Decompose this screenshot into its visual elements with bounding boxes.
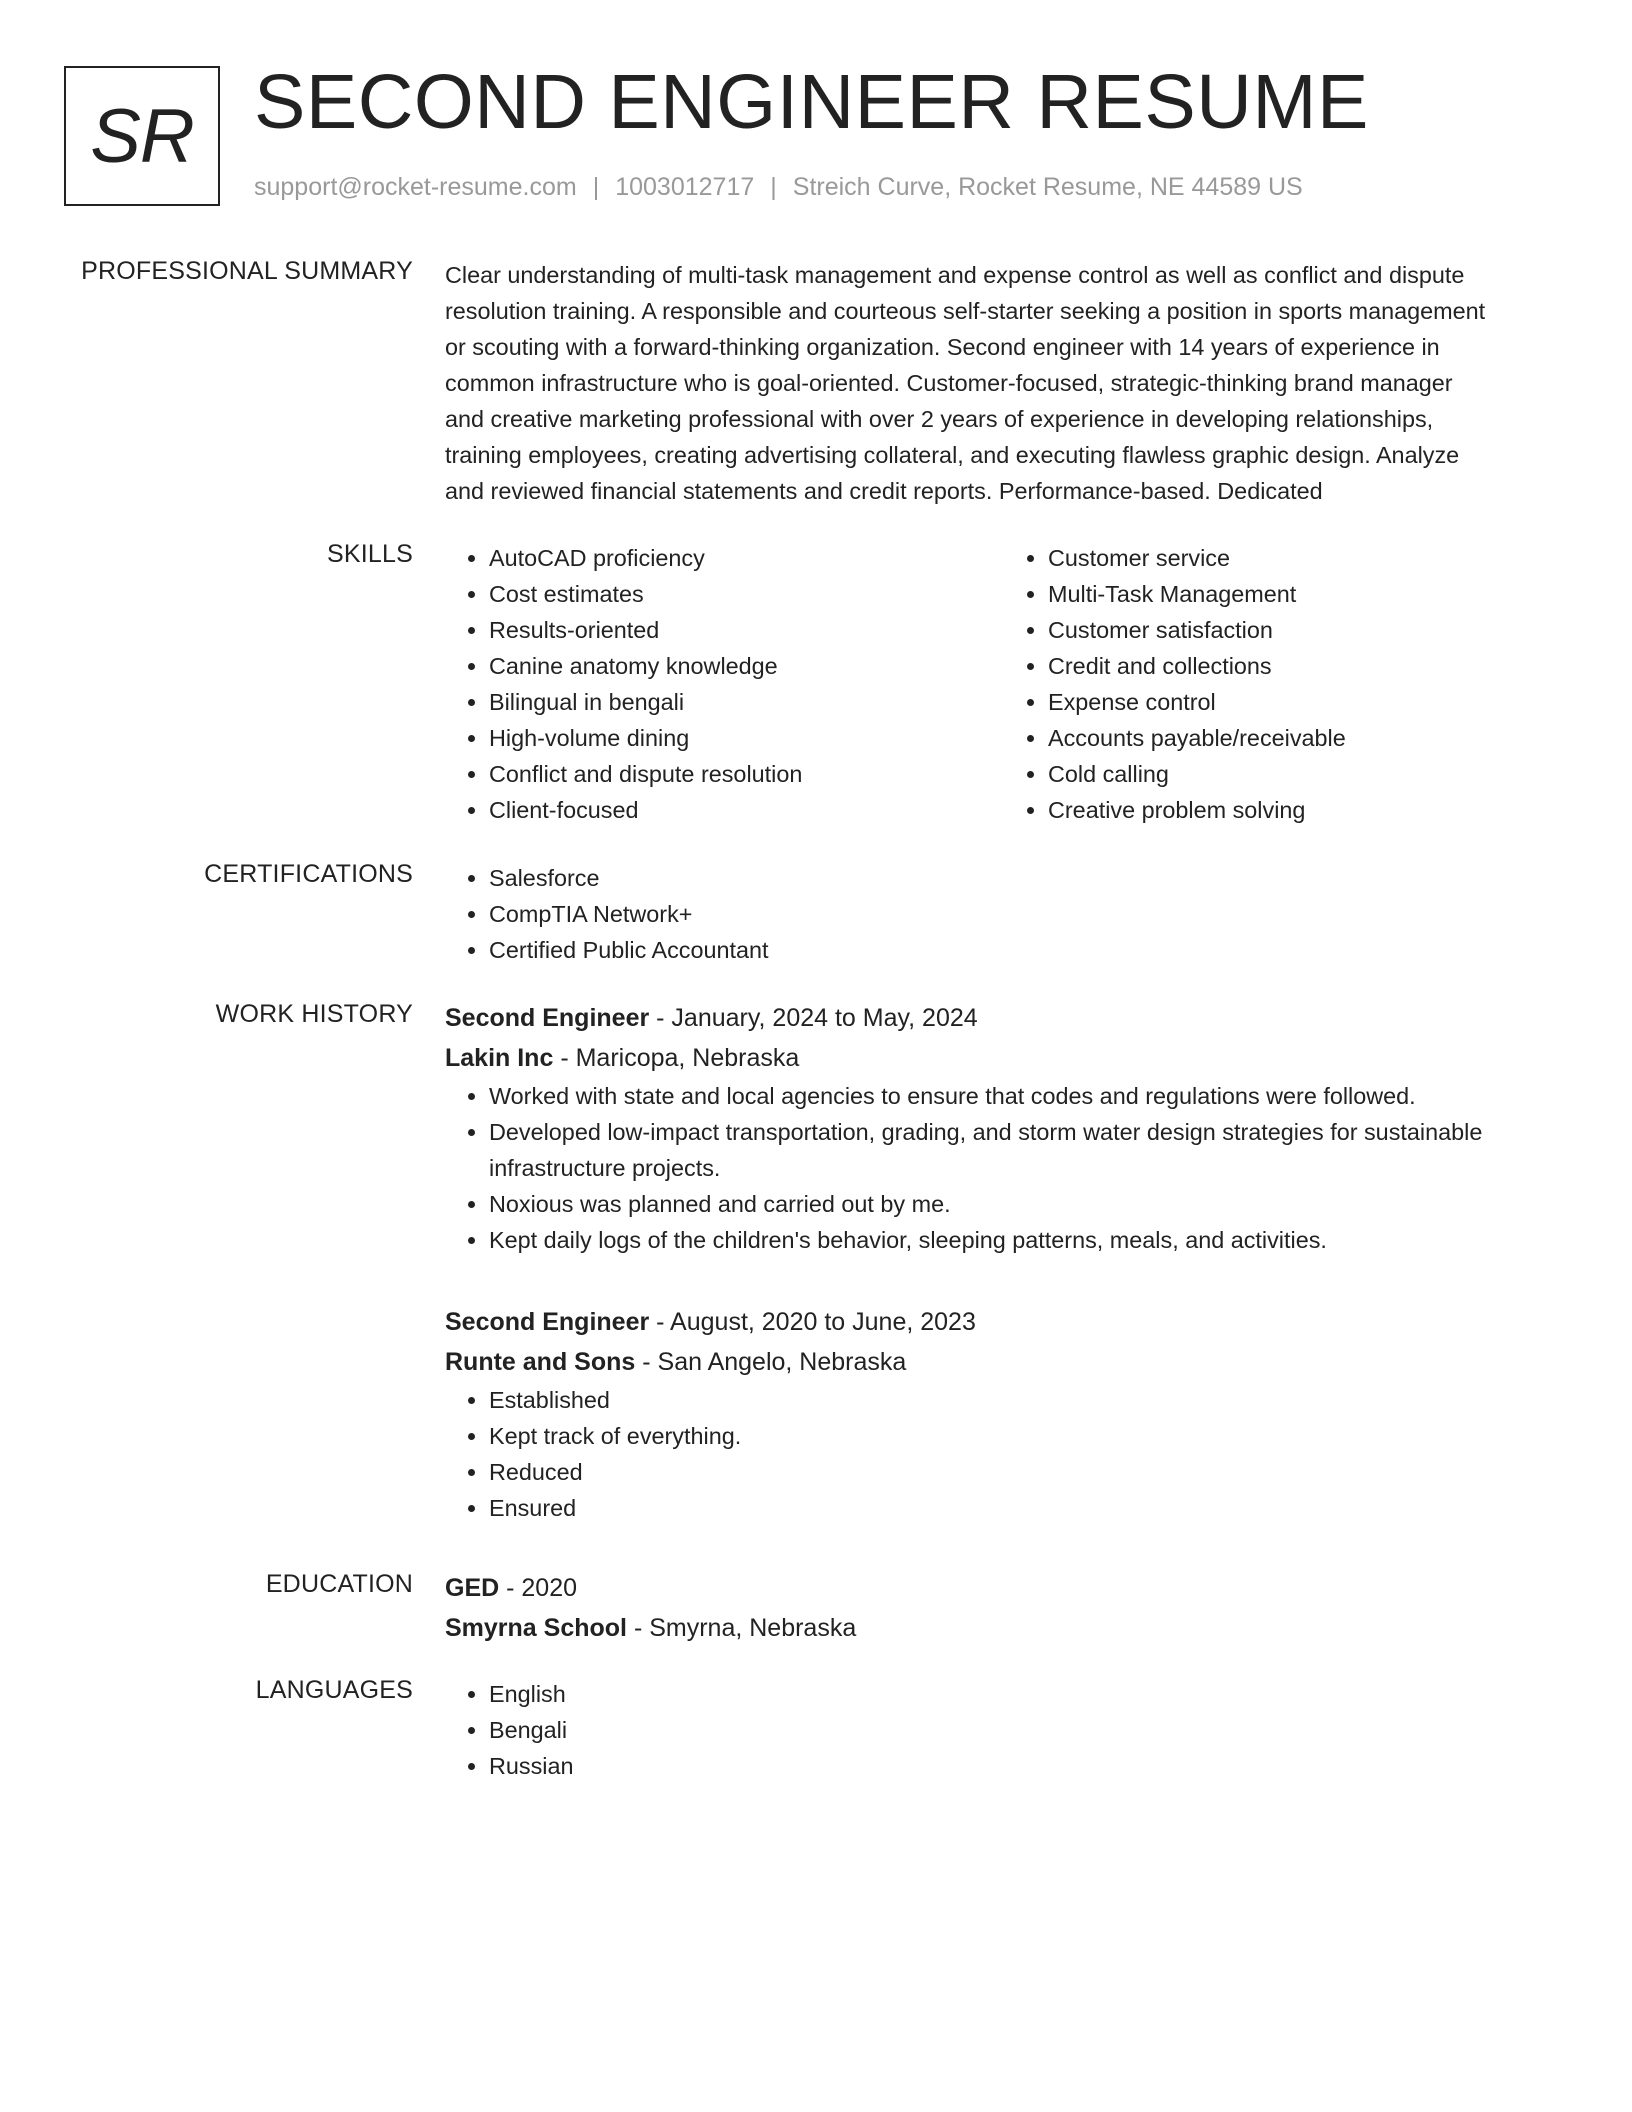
skill-item: • Canine anatomy knowledge bbox=[489, 648, 1004, 684]
job-entry bbox=[445, 998, 1563, 1258]
skill-item: • Expense control bbox=[1048, 684, 1563, 720]
section-title-skills: SKILLS bbox=[327, 540, 413, 568]
language-item: • Bengali bbox=[489, 1712, 1563, 1748]
education-location: - Smyrna, Nebraska bbox=[627, 1614, 857, 1642]
education-body bbox=[445, 1568, 1563, 1648]
contact-separator: | bbox=[770, 173, 777, 201]
summary-line: training employees, creating advertising collateral, and executing flawless graphic design. Analyze bbox=[445, 442, 1460, 468]
summary-line: resolution training. A responsible and courteous self-starter seeking a position in sports management bbox=[445, 298, 1486, 324]
education-year: - 2020 bbox=[499, 1574, 578, 1602]
skill-item: • High-volume dining bbox=[489, 720, 1004, 756]
education-degree: GED bbox=[445, 1574, 500, 1602]
certification-item: • CompTIA Network+ bbox=[489, 896, 1563, 932]
summary-body bbox=[445, 257, 1563, 509]
job-dates: - January, 2024 to May, 2024 bbox=[649, 1004, 978, 1032]
contact-email: support@rocket-resume.com bbox=[254, 173, 577, 201]
job-bullet-list bbox=[445, 1382, 1563, 1526]
skill-item: • Results-oriented bbox=[489, 612, 1004, 648]
job-bullet: • Kept daily logs of the children's behavior, sleeping patterns, meals, and activities. bbox=[489, 1222, 1563, 1258]
section-title-summary: PROFESSIONAL SUMMARY bbox=[81, 257, 413, 285]
job-dates: - August, 2020 to June, 2023 bbox=[649, 1308, 976, 1336]
skill-item: • Conflict and dispute resolution bbox=[489, 756, 1004, 792]
skill-item: • Customer satisfaction bbox=[1048, 612, 1563, 648]
languages-list bbox=[445, 1676, 1563, 1784]
skill-item: • Credit and collections bbox=[1048, 648, 1563, 684]
language-item: • Russian bbox=[489, 1748, 1563, 1784]
contact-separator: | bbox=[592, 173, 600, 201]
skills-list-right bbox=[1004, 540, 1563, 828]
summary-text bbox=[445, 257, 1563, 509]
job-bullet: • Worked with state and local agencies to ensure that codes and regulations were followed. bbox=[489, 1078, 1563, 1114]
skill-item: • Creative problem solving bbox=[1048, 792, 1563, 828]
section-title-certifications: CERTIFICATIONS bbox=[204, 860, 413, 888]
summary-line: Clear understanding of multi-task management and expense control as well as conflict and dispute bbox=[445, 262, 1465, 288]
education-school: Smyrna School bbox=[445, 1614, 627, 1642]
job-role: Second Engineer bbox=[445, 1004, 650, 1032]
skills-body bbox=[445, 540, 1563, 828]
skill-item: • Cost estimates bbox=[489, 576, 1004, 612]
job-bullet: • Ensured bbox=[489, 1490, 1563, 1526]
certification-item: • Certified Public Accountant bbox=[489, 932, 1563, 968]
job-bullet: • Established bbox=[489, 1382, 1563, 1418]
languages-body bbox=[445, 1676, 1563, 1784]
job-company: Runte and Sons bbox=[445, 1348, 636, 1376]
certifications-list bbox=[445, 860, 1563, 968]
skill-item: • Customer service bbox=[1048, 540, 1563, 576]
skill-item: • Multi-Task Management bbox=[1048, 576, 1563, 612]
job-location: - Maricopa, Nebraska bbox=[553, 1044, 800, 1072]
job-role: Second Engineer bbox=[445, 1308, 650, 1336]
contact-line bbox=[254, 173, 1303, 202]
skill-item: • Accounts payable/receivable bbox=[1048, 720, 1563, 756]
summary-line: and creative marketing professional with over 2 years of experience in developing relationships, bbox=[445, 406, 1434, 432]
skill-item: • Cold calling bbox=[1048, 756, 1563, 792]
skill-item: • Client-focused bbox=[489, 792, 1004, 828]
skill-item: • AutoCAD proficiency bbox=[489, 540, 1004, 576]
certification-item: • Salesforce bbox=[489, 860, 1563, 896]
contact-address: Streich Curve, Rocket Resume, NE 44589 US bbox=[792, 173, 1303, 201]
contact-phone: 1003012717 bbox=[615, 173, 755, 201]
skills-list-left bbox=[445, 540, 1004, 828]
summary-line: common infrastructure who is goal-oriented. Customer-focused, strategic-thinking brand manager bbox=[445, 370, 1453, 396]
job-bullet: • Reduced bbox=[489, 1454, 1563, 1490]
summary-line: or scouting with a forward-thinking organization. Second engineer with 14 years of experience in bbox=[445, 334, 1440, 360]
job-location: - San Angelo, Nebraska bbox=[635, 1348, 907, 1376]
education-degree-line bbox=[445, 1568, 1563, 1608]
resume-title: SECOND ENGINEER RESUME bbox=[254, 59, 1369, 145]
monogram-initials: SR bbox=[90, 93, 194, 179]
job-bullet: • Developed low-impact transportation, grading, and storm water design strategies for sustainable infrastructure projects. bbox=[489, 1114, 1563, 1186]
section-title-education: EDUCATION bbox=[265, 1570, 413, 1598]
job-title-line bbox=[445, 998, 1563, 1038]
job-entry bbox=[445, 1302, 1563, 1526]
monogram-box bbox=[64, 66, 220, 206]
job-title-line bbox=[445, 1302, 1563, 1342]
section-title-work-history: WORK HISTORY bbox=[215, 1000, 413, 1028]
summary-line: and reviewed financial statements and credit reports. Performance-based. Dedicated bbox=[445, 478, 1323, 504]
education-school-line bbox=[445, 1608, 1563, 1648]
certifications-body bbox=[445, 860, 1563, 968]
job-company-line bbox=[445, 1038, 1563, 1078]
language-item: • English bbox=[489, 1676, 1563, 1712]
skill-item: • Bilingual in bengali bbox=[489, 684, 1004, 720]
section-title-languages: LANGUAGES bbox=[255, 1676, 413, 1704]
job-bullet: • Kept track of everything. bbox=[489, 1418, 1563, 1454]
job-bullet: • Noxious was planned and carried out by me. bbox=[489, 1186, 1563, 1222]
job-company: Lakin Inc bbox=[445, 1044, 554, 1072]
job-company-line bbox=[445, 1342, 1563, 1382]
job-bullet-list bbox=[445, 1078, 1563, 1258]
